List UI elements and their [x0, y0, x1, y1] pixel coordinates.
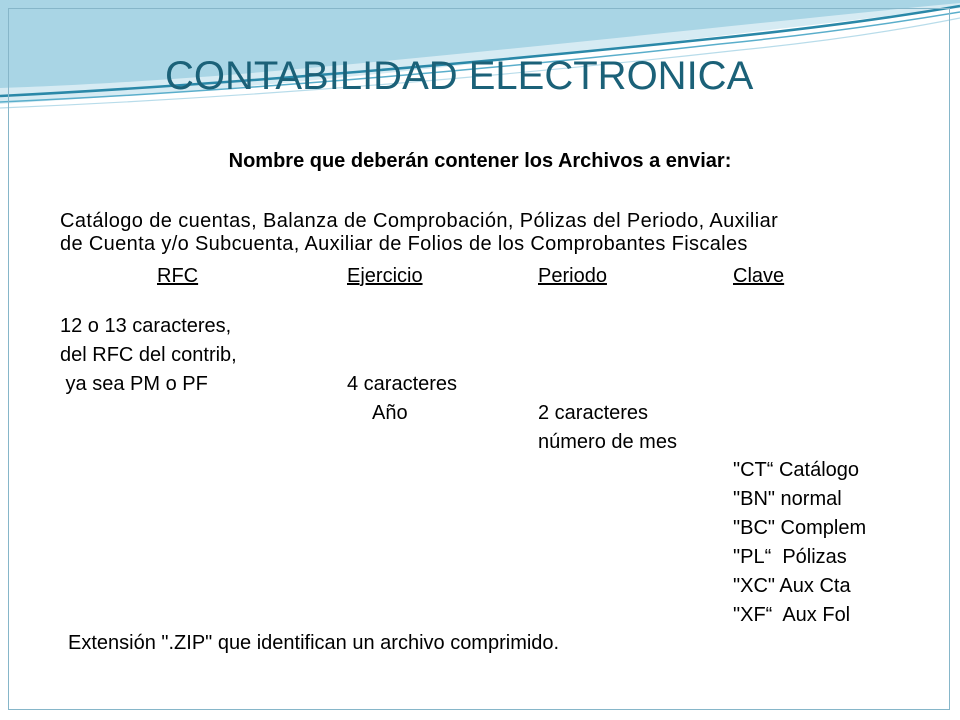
column-header-periodo: Periodo [538, 265, 607, 287]
clave-detail-line: "XC" Aux Cta [733, 575, 851, 597]
footer-note: Extensión ".ZIP" que identifican un archivo comprimido. [68, 632, 560, 654]
ejercicio-detail-line: Año [372, 402, 408, 424]
periodo-detail-line: 2 caracteres [538, 402, 649, 424]
rfc-detail-line: 12 o 13 caracteres, [60, 315, 232, 337]
subtitle: Nombre que deberán contener los Archivos a enviar: [228, 150, 732, 172]
description-line-1: Catálogo de cuentas, Balanza de Comprobación, Pólizas del Periodo, Auxiliar [60, 210, 779, 232]
column-header-rfc: RFC [157, 265, 199, 287]
description-line-2: de Cuenta y/o Subcuenta, Auxiliar de Folios de los Comprobantes Fiscales [60, 233, 748, 255]
rfc-detail-line: ya sea PM o PF [60, 373, 208, 395]
clave-detail-line: "PL“ Pólizas [733, 546, 847, 568]
column-header-ejercicio: Ejercicio [347, 265, 423, 287]
page-title: CONTABILIDAD ELECTRONICA [165, 54, 754, 98]
ejercicio-detail-line: 4 caracteres [347, 373, 458, 395]
column-header-clave: Clave [733, 265, 785, 287]
clave-detail-line: "XF“ Aux Fol [733, 604, 851, 626]
periodo-detail-line: número de mes [538, 431, 677, 453]
clave-detail-line: "BN" normal [733, 488, 842, 510]
clave-detail-line: "CT“ Catálogo [733, 459, 860, 481]
clave-detail-line: "BC" Complem [733, 517, 867, 539]
rfc-detail-line: del RFC del contrib, [60, 344, 237, 366]
